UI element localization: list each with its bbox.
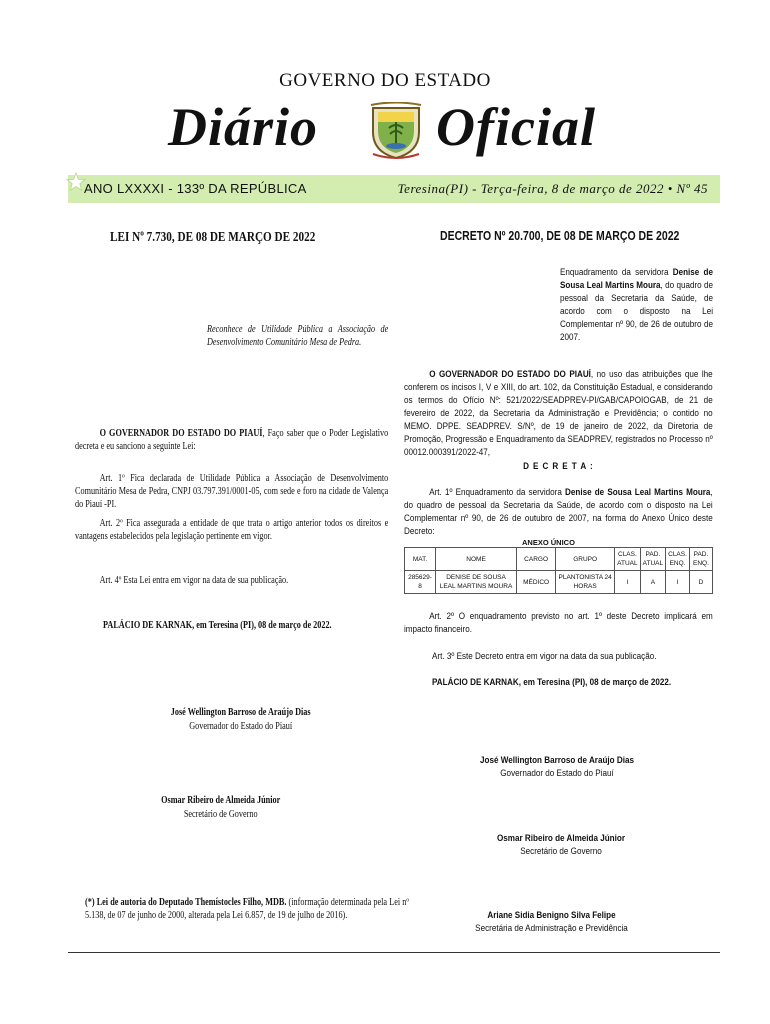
annex-header-cell: CARGO xyxy=(517,548,556,571)
decree-ementa-bold: Denise de Sousa Leal Martins Moura xyxy=(560,267,713,290)
decree-art1 xyxy=(404,486,713,538)
decree-ementa xyxy=(560,266,713,344)
annex-cell: I xyxy=(666,571,690,594)
decree-signature3-name: Ariane Sidia Benigno Silva Felipe xyxy=(487,910,616,920)
decree-art1-pre: Art. 1º Enquadramento da servidora xyxy=(429,487,566,497)
law-title: LEI Nº 7.730, DE 08 DE MARÇO DE 2022 xyxy=(110,230,316,245)
law-palace: PALÁCIO DE KARNAK, em Teresina (PI), 08 de março de 2022. xyxy=(103,620,332,631)
annex-row xyxy=(405,571,713,594)
annex-cell: A xyxy=(640,571,665,594)
footer-divider xyxy=(68,952,720,953)
annex-header-cell: PAD. ATUAL xyxy=(640,548,665,571)
decree-signature2-role: Secretário de Governo xyxy=(520,846,602,856)
law-signature-name: José Wellington Barroso de Araújo Dias xyxy=(170,707,311,718)
annex-header-cell: PAD. ENQ. xyxy=(689,548,712,571)
government-header: GOVERNO DO ESTADO xyxy=(279,70,491,91)
annex-header-cell: NOME xyxy=(436,548,517,571)
law-footnote-bold: (*) Lei de autoria do Deputado Themístocles Filho, MDB. xyxy=(85,897,287,908)
decree-art2 xyxy=(404,610,713,636)
masthead-title-right: Oficial xyxy=(436,97,596,157)
annex-cell: 285629-8 xyxy=(405,571,436,594)
annex-cell: PLANTONISTA 24 HORAS xyxy=(556,571,615,594)
decree-art1-bold: Denise de Sousa Leal Martins Moura xyxy=(565,487,711,497)
annex-header-row xyxy=(405,548,713,571)
annex-header-cell: CLAS. ENQ. xyxy=(666,548,690,571)
year-line: ANO LXXXXI - 133º DA REPÚBLICA xyxy=(84,181,307,196)
date-line: Teresina(PI) - Terça-feira, 8 de março de 2022 • Nº 45 xyxy=(397,181,708,196)
annex-header-cell: GRUPO xyxy=(556,548,615,571)
annex-cell: DENISE DE SOUSA LEAL MARTINS MOURA xyxy=(436,571,517,594)
decree-ementa-post: , do quadro de pessoal da Secretaria da Saúde, de acordo com o disposto na Lei Complementar nº 90, de 26 de outubro de 2007. xyxy=(560,280,713,342)
decree-title: DECRETO Nº 20.700, DE 08 DE MARÇO DE 2022 xyxy=(440,229,680,243)
decree-signature3-role: Secretária de Administração e Previdência xyxy=(475,923,628,933)
law-signature2-name: Osmar Ribeiro de Almeida Júnior xyxy=(161,795,281,806)
law-art2: Art. 2º Fica assegurada a entidade de que trata o artigo anterior todos os direitos e vantagens estabelecidos pela legislação pertinente em vigor. xyxy=(75,518,389,542)
decree-palace: PALÁCIO DE KARNAK, em Teresina (PI), 08 de março de 2022. xyxy=(432,677,672,687)
annex-header-cell: MAT. xyxy=(405,548,436,571)
law-preamble-text: , Faço saber que o Poder Legislativo decreta e eu sanciono a seguinte Lei: xyxy=(75,428,389,452)
decree-preamble-text: , no uso das atribuições que lhe conferem os incisos I, V e XIII, do art. 102, da Constituição Estadual, e considerando os termos do Ofício Nº: 521/2022/SEADPREV-PI/GAB/CAPOIOGAB, de 21 de fevereiro de 2022, da Secretaria da Administração e Previdência; o contido no MEMO. DPPE. SEADPREV. S/Nº, de 19 de janeiro de 2022, da Diretoria de Promoção, Progressão e Enquadramento da SEADPREV, registrados no Processo nº 00012.000391/2022-47, xyxy=(404,369,713,457)
law-ementa: Reconhece de Utilidade Pública a Associação de Desenvolvimento Comunitário Mesa de Pedra. xyxy=(207,324,389,348)
decree-ementa-pre: Enquadramento da servidora xyxy=(560,267,673,277)
decree-signature1-name: José Wellington Barroso de Araújo Dias xyxy=(480,755,634,765)
law-signature-role: Governador do Estado do Piauí xyxy=(189,721,293,732)
masthead-title-left: Diário xyxy=(168,97,319,157)
decree-art2-text: Art. 2º O enquadramento previsto no art. 1º deste Decreto implicará em impacto financeiro. xyxy=(404,611,713,634)
law-preamble xyxy=(75,427,388,453)
star-icon xyxy=(66,172,86,192)
law-footnote-text: (informação determinada pela Lei nº 5.138, de 07 de junho de 2000, alterada pela Lei 6.857, de 19 de julho de 2016). xyxy=(85,897,409,921)
decree-signature2-name: Osmar Ribeiro de Almeida Júnior xyxy=(497,833,625,843)
law-signature2-role: Secretário de Governo xyxy=(183,809,258,820)
coat-of-arms-icon xyxy=(369,102,423,160)
decree-art1-post: , do quadro de pessoal da Secretaria da Saúde, de acordo com o disposto na Lei Complementar nº 90, de 26 de outubro de 2007, na forma do Anexo Único deste Decreto: xyxy=(404,487,713,536)
law-art1: Art. 1º Fica declarada de Utilidade Pública a Associação de Desenvolvimento Comunitário Mesa de Pedra, CNPJ 03.797.391/0001-05, com sede e foro na cidade de Valença do Piauí -PI. xyxy=(75,473,389,510)
annex-title: ANEXO ÚNICO xyxy=(522,538,575,547)
decree-signature1-role: Governador do Estado do Piauí xyxy=(500,768,614,778)
decree-preamble-bold: O GOVERNADOR DO ESTADO DO PIAUÍ xyxy=(429,369,591,379)
law-art4: Art. 4º Esta Lei entra em vigor na data de sua publicação. xyxy=(99,575,289,586)
law-preamble-bold: O GOVERNADOR DO ESTADO DO PIAUÍ xyxy=(99,428,263,439)
law-footnote xyxy=(85,896,409,922)
annex-cell: D xyxy=(689,571,712,594)
decree-preamble xyxy=(404,368,713,459)
annex-cell: MÉDICO xyxy=(517,571,556,594)
annex-cell: I xyxy=(615,571,640,594)
decree-decreta: D E C R E T A : xyxy=(523,461,594,471)
decree-art3: Art. 3º Este Decreto entra em vigor na data da sua publicação. xyxy=(432,651,657,661)
annex-table xyxy=(404,547,713,594)
annex-header-cell: CLAS. ATUAL xyxy=(615,548,640,571)
